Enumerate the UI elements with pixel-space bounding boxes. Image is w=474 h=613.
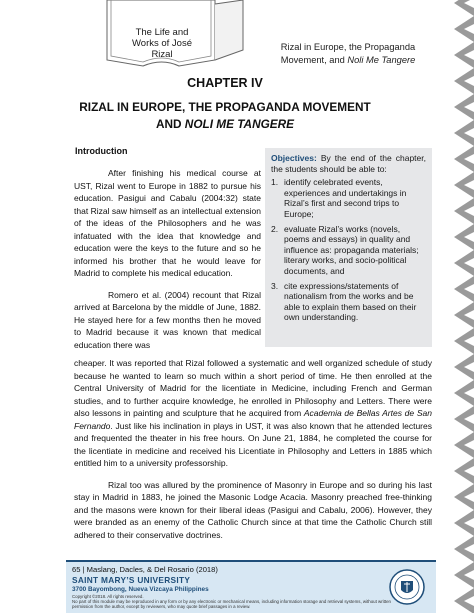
footer-rights: No part of this module may be reproduced in any form or by any electronic or mechanical means, including information storage and retrieval systems, without written permission from the author, except by reviewers, who may quote brief passages in a review. [72, 599, 391, 610]
chevron-mark [454, 432, 474, 458]
chevron-mark [454, 484, 474, 510]
objective-text: evaluate Rizal’s works (novels, poems and essays) in quality and influence as: propaganda materials; literary works, and socio-political documents, and [284, 223, 419, 276]
objective-text: cite expressions/statements of nationalism from the works and be able to explain them based on their own understanding. [284, 280, 417, 323]
book-title-line: The Life and [135, 27, 189, 38]
paragraph: Romero et al. (2004) recount that Rizal arrived at Barcelona by the middle of June, 1882. He stayed here for a few months then he moved to Madrid because it was known that medical education there was [74, 289, 261, 350]
chevron-mark [454, 224, 474, 250]
paragraph: Rizal too was allured by the prominence of Masonry in Europe and so during his last stay in Madrid in 1883, he joined the Masonic Lodge Acacia. Masonry preached free-thinking and the masons were known for their liberal ideas (Pasigui and Cabalu, 2006). However, they were branded as an enemy of the Catholic Church since at that time the Catholic Church still adhered to their conservative doctrines. [74, 479, 432, 540]
chevron-mark [454, 42, 474, 68]
running-header-italic: Noli Me Tangere [347, 54, 416, 65]
paragraph-text: . Just like his inclination in plays in UST, it was also known that he attended lectures and frequented the theater in his free hours. On June 21, 1884, he completed the course for the licentiate in medicine and received his Licentiate in Philosophy and Letters in 1885 which entitled him to a university professorship. [74, 420, 432, 468]
chevron-mark [454, 198, 474, 224]
paragraph-italic: Academia de Bellas Artes de San Fernando [74, 408, 432, 431]
footer-address: 3700 Bayombong, Nueva Vizcaya Philippines [72, 586, 209, 593]
objective-number: 1. [271, 177, 279, 188]
chapter-title-italic: NOLI ME TANGERE [184, 116, 295, 131]
chevron-mark [454, 328, 474, 354]
objective-number: 2. [271, 223, 279, 234]
chevron-mark [454, 458, 474, 484]
chapter-title-line1: RIZAL IN EUROPE, THE PROPAGANDA MOVEMENT [79, 100, 371, 114]
book-title [121, 27, 203, 60]
left-column [74, 167, 261, 360]
chevron-mark [454, 172, 474, 198]
objective-item [271, 281, 426, 323]
footer-university: SAINT MARY’S UNIVERSITY [72, 575, 191, 585]
full-width-column [74, 357, 432, 550]
paragraph [74, 357, 432, 470]
chevron-mark [454, 68, 474, 94]
chevron-mark [454, 562, 474, 588]
chevron-mark [454, 302, 474, 328]
running-header-line2 [268, 54, 428, 67]
paragraph-text: cheaper. It was reported that Rizal followed a systematic and well organized schedule of study because he wanted to learn so much within a short period of time. He then enrolled at the Central University of Madrid for the licentiate in Medicine, including French and German studies, and to further acquire knowledge, he enrolled in Philosophy and Letters. There were also lessons in painting and sculpture that he acquired from [74, 358, 432, 418]
chapter-number: CHAPTER IV [187, 76, 263, 90]
objectives-label: Objectives: [271, 153, 317, 163]
book-title-line: Rizal [151, 49, 173, 60]
chevron-mark [454, 250, 474, 276]
chevron-mark [454, 120, 474, 146]
book-title-badge [97, 0, 245, 68]
objectives-intro [271, 153, 426, 174]
chevron-mark [454, 276, 474, 302]
footer-copyright: Copyright ©2018. All rights reserved. [72, 594, 144, 599]
chapter-title-prefix: AND [155, 116, 185, 131]
university-seal-icon [388, 568, 426, 606]
running-header-prefix: Movement, and [280, 54, 348, 65]
book-title-line: Works of José [131, 38, 192, 49]
chevron-mark [454, 588, 474, 613]
chevron-mark [454, 94, 474, 120]
objectives-intro-text: By the end of the chapter, the students should be able to: [271, 153, 426, 174]
chapter-title [40, 99, 410, 132]
chevron-mark [454, 536, 474, 562]
chevron-mark [454, 510, 474, 536]
objective-text: identify celebrated events, experiences and undertakings in Rizal’s first and second trips to Europe; [284, 177, 407, 219]
objective-item [271, 224, 426, 277]
running-header [268, 41, 428, 66]
page-footer [66, 560, 436, 613]
chevron-mark [454, 380, 474, 406]
chevron-border-icon [432, 0, 474, 613]
objectives-list [271, 177, 426, 323]
section-heading: Introduction [75, 146, 128, 156]
chevron-mark [454, 406, 474, 432]
footer-page-citation: 65 | Maslang, Dacles, & Del Rosario (2018) [72, 565, 218, 574]
chapter-title-line2 [40, 116, 410, 133]
objective-number: 3. [271, 280, 279, 291]
chevron-mark [454, 354, 474, 380]
chevron-mark [454, 146, 474, 172]
objective-item [271, 177, 426, 219]
running-header-line1: Rizal in Europe, the Propaganda [280, 42, 416, 52]
chevron-mark [454, 16, 474, 42]
chevron-mark [454, 0, 474, 16]
objectives-box [265, 148, 432, 347]
paragraph: After finishing his medical course at UST, Rizal went to Europe in 1882 to pursue his education. Pasigui and Cabalu (2004:32) state that Rizal saw himself as an intellectual extension of the ideas of the Philosophers and he was infatuated with the idea that knowledge and education were the keys to the future and so he informed his brother that he would leave for Madrid to complete his medical education. [74, 168, 261, 278]
